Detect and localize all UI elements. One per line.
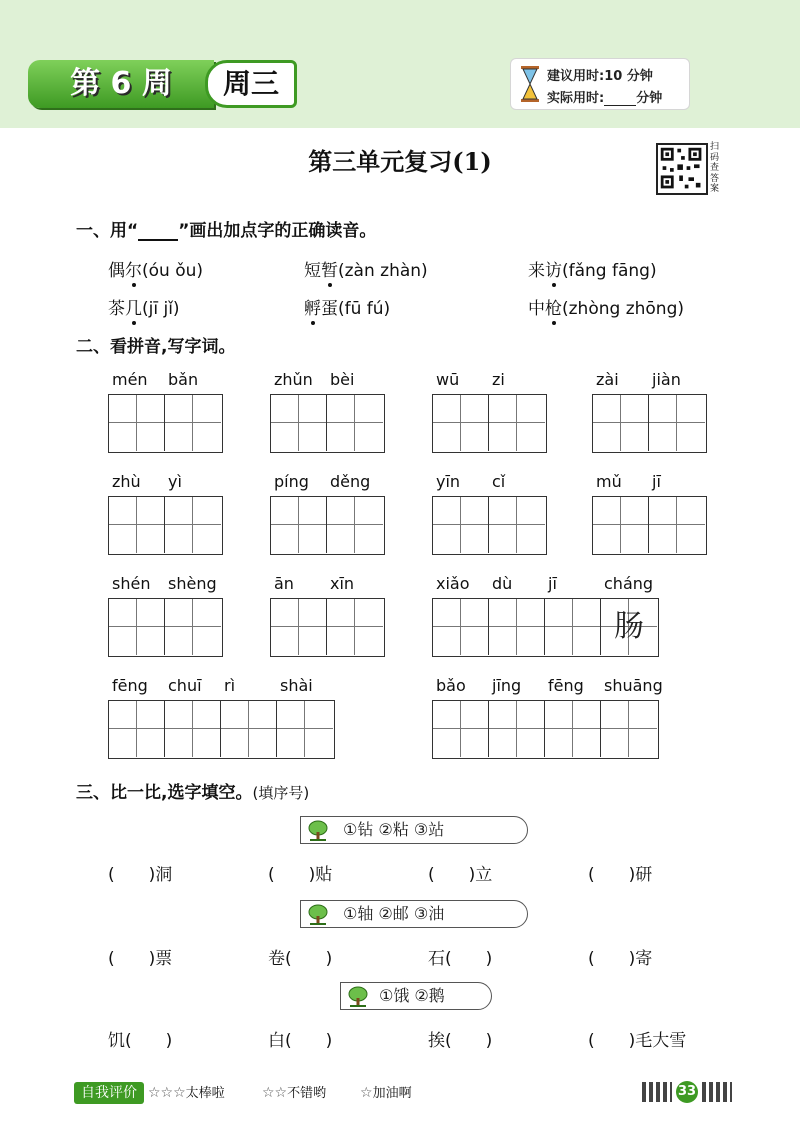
grid-cell-char [109, 497, 165, 553]
grid-cell[interactable] [327, 599, 383, 655]
grid-cell-char [271, 395, 327, 451]
fill-blank[interactable]: 挨( ) [428, 1031, 493, 1051]
grid-cell[interactable] [489, 599, 545, 655]
section1-heading: 一、用“ ”画出加点字的正确读音。 [76, 221, 377, 241]
pinyin-label: jī [652, 472, 661, 491]
grid-cell-char [433, 497, 489, 553]
grid-cell[interactable] [601, 701, 657, 757]
grid-cell-char [327, 497, 383, 553]
grid-cell[interactable] [109, 497, 165, 553]
grid-cell[interactable] [327, 395, 383, 451]
grid-cell-char: 肠 [614, 609, 644, 644]
tianzige-grid [432, 700, 659, 759]
grid-cell-char [545, 599, 601, 655]
tianzige-grid [592, 394, 707, 453]
pron-item[interactable]: 孵蛋(fū fú) [304, 299, 391, 319]
star-icon: ☆☆☆ [148, 1085, 186, 1101]
page-decoration [702, 1082, 732, 1102]
pinyin-label: mén [112, 370, 148, 389]
grid-cell-char [109, 599, 165, 655]
hourglass-icon [519, 65, 541, 103]
grid-cell-char [489, 497, 545, 553]
grid-cell-char [601, 701, 657, 757]
option-box: ①轴 ②邮 ③油 [300, 900, 528, 928]
tianzige-grid [108, 394, 223, 453]
pinyin-label: fēng [112, 676, 148, 695]
pinyin-label: fēng [548, 676, 584, 695]
grid-cell-char [433, 599, 489, 655]
actual-time-blank[interactable] [604, 93, 636, 106]
grid-cell-char [545, 701, 601, 757]
grid-cell[interactable] [489, 701, 545, 757]
pinyin-label: rì [224, 676, 236, 695]
fill-blank[interactable]: ( )票 [108, 949, 173, 969]
grid-cell[interactable] [433, 599, 489, 655]
tree-icon [307, 904, 329, 926]
pinyin-label: ān [274, 574, 294, 593]
pinyin-label: dù [492, 574, 513, 593]
pron-item[interactable]: 中枪(zhòng zhōng) [528, 299, 684, 319]
tianzige-grid [108, 700, 335, 759]
tianzige-grid [432, 598, 659, 657]
grid-cell-char [165, 497, 221, 553]
grid-cell-char [109, 395, 165, 451]
grid-cell[interactable] [271, 599, 327, 655]
option-box: ①钻 ②粘 ③站 [300, 816, 528, 844]
pron-item[interactable]: 来访(fǎng fāng) [528, 261, 657, 281]
tianzige-grid [592, 496, 707, 555]
pron-item[interactable]: 茶几(jī jǐ) [108, 299, 180, 319]
grid-cell[interactable] [109, 395, 165, 451]
pinyin-label: shén [112, 574, 151, 593]
pinyin-label: xiǎo [436, 574, 470, 593]
tianzige-grid [108, 598, 223, 657]
grid-cell-char [649, 395, 705, 451]
pinyin-label: xīn [330, 574, 355, 593]
week-tab [28, 60, 214, 108]
fill-blank[interactable]: 白( ) [268, 1031, 333, 1051]
pinyin-label: bǎn [168, 370, 199, 389]
tianzige-grid [270, 394, 385, 453]
grid-cell[interactable] [649, 395, 705, 451]
grid-cell[interactable] [545, 701, 601, 757]
grid-cell[interactable] [109, 599, 165, 655]
grid-cell[interactable] [109, 701, 165, 757]
grid-cell[interactable] [271, 497, 327, 553]
grid-cell[interactable] [221, 701, 277, 757]
pinyin-label: zhù [112, 472, 141, 491]
day-tab [205, 60, 297, 108]
pinyin-label: cǐ [492, 472, 506, 491]
grid-cell[interactable] [489, 395, 545, 451]
grid-cell-char [489, 599, 545, 655]
fill-blank[interactable]: ( )立 [428, 865, 493, 885]
pinyin-label: zi [492, 370, 505, 389]
section3-heading: 三、比一比,选字填空。(填序号) [76, 783, 310, 803]
rating-try[interactable]: ☆加油啊 [360, 1085, 412, 1101]
pinyin-label: shài [280, 676, 313, 695]
grid-cell-char [277, 701, 333, 757]
rating-great[interactable]: ☆☆☆太棒啦 [148, 1085, 225, 1101]
day-label: 周三 [222, 67, 279, 100]
grid-cell-char [271, 599, 327, 655]
option-box: ①饿 ②鹅 [340, 982, 492, 1010]
grid-cell-char [165, 701, 221, 757]
tianzige-grid [108, 496, 223, 555]
pinyin-label: shuāng [604, 676, 663, 695]
pron-item[interactable]: 偶尔(óu ǒu) [108, 261, 204, 281]
fill-blank[interactable]: 卷( ) [268, 949, 333, 969]
self-eval-label: 自我评价 [74, 1082, 144, 1104]
grid-cell-char [221, 701, 277, 757]
qr-code-icon[interactable] [656, 143, 708, 195]
page-title: 第三单元复习(1) [308, 147, 492, 176]
grid-cell[interactable] [271, 395, 327, 451]
grid-cell[interactable] [165, 395, 221, 451]
grid-cell-char [327, 599, 383, 655]
grid-cell-char [271, 497, 327, 553]
star-icon: ☆☆ [262, 1085, 288, 1101]
grid-cell[interactable] [489, 497, 545, 553]
tree-icon [307, 820, 329, 842]
week-label: 第 6 周 [70, 66, 172, 101]
tianzige-grid [270, 598, 385, 657]
grid-cell-char [593, 497, 649, 553]
grid-cell[interactable] [649, 497, 705, 553]
fill-blank[interactable]: 石( ) [428, 949, 493, 969]
page-decoration [642, 1082, 672, 1102]
grid-cell[interactable] [433, 395, 489, 451]
pinyin-label: bǎo [436, 676, 466, 695]
grid-cell-char [433, 701, 489, 757]
grid-cell[interactable] [433, 497, 489, 553]
fill-blank[interactable]: ( )贴 [268, 865, 333, 885]
grid-cell[interactable] [327, 497, 383, 553]
grid-cell[interactable] [545, 599, 601, 655]
grid-cell-char [593, 395, 649, 451]
grid-cell[interactable] [593, 395, 649, 451]
suggested-time: 建议用时:10 分钟 [547, 69, 653, 84]
fill-blank[interactable]: ( )研 [588, 865, 653, 885]
fill-blank[interactable]: ( )毛大雪 [588, 1031, 687, 1051]
section2-heading: 二、看拼音,写字词。 [76, 337, 236, 357]
pinyin-label: jiàn [652, 370, 681, 389]
pron-item[interactable]: 短暂(zàn zhàn) [304, 261, 428, 281]
grid-cell-char [649, 497, 705, 553]
rating-good[interactable]: ☆☆不错哟 [262, 1085, 327, 1101]
pinyin-label: mǔ [596, 472, 622, 491]
grid-cell-char [327, 395, 383, 451]
tianzige-grid [432, 496, 547, 555]
grid-cell-char [489, 395, 545, 451]
pinyin-label: cháng [604, 574, 654, 593]
grid-cell-char [489, 701, 545, 757]
pinyin-label: děng [330, 472, 371, 491]
grid-cell[interactable] [433, 701, 489, 757]
grid-cell-char [433, 395, 489, 451]
grid-cell-char [109, 701, 165, 757]
grid-cell[interactable] [593, 497, 649, 553]
pinyin-label: wū [436, 370, 460, 389]
pinyin-label: zài [596, 370, 619, 389]
qr-label: 扫 码 查 答 案 [710, 142, 720, 194]
fill-blank[interactable]: 饥( ) [108, 1031, 173, 1051]
actual-time: 实际用时: 分钟 [547, 91, 663, 106]
pinyin-label: shèng [168, 574, 217, 593]
pinyin-label: chuī [168, 676, 202, 695]
tianzige-grid [270, 496, 385, 555]
pinyin-label: zhǔn [274, 370, 313, 389]
pinyin-label: jīng [492, 676, 522, 695]
pinyin-label: yīn [436, 472, 461, 491]
pinyin-label: jī [548, 574, 557, 593]
grid-cell-char [165, 599, 221, 655]
page-number: 33 [676, 1081, 698, 1103]
fill-blank[interactable]: ( )寄 [588, 949, 653, 969]
tianzige-grid [432, 394, 547, 453]
grid-cell-char [165, 395, 221, 451]
grid-cell[interactable] [277, 701, 333, 757]
grid-cell[interactable] [601, 599, 657, 655]
grid-cell[interactable] [165, 599, 221, 655]
star-icon: ☆ [360, 1085, 373, 1101]
pinyin-label: píng [274, 472, 309, 491]
grid-cell[interactable] [165, 497, 221, 553]
tree-icon [347, 986, 369, 1008]
pinyin-label: bèi [330, 370, 355, 389]
fill-blank[interactable]: ( )洞 [108, 865, 173, 885]
pinyin-label: yì [168, 472, 182, 491]
time-box [510, 58, 690, 110]
grid-cell[interactable] [165, 701, 221, 757]
